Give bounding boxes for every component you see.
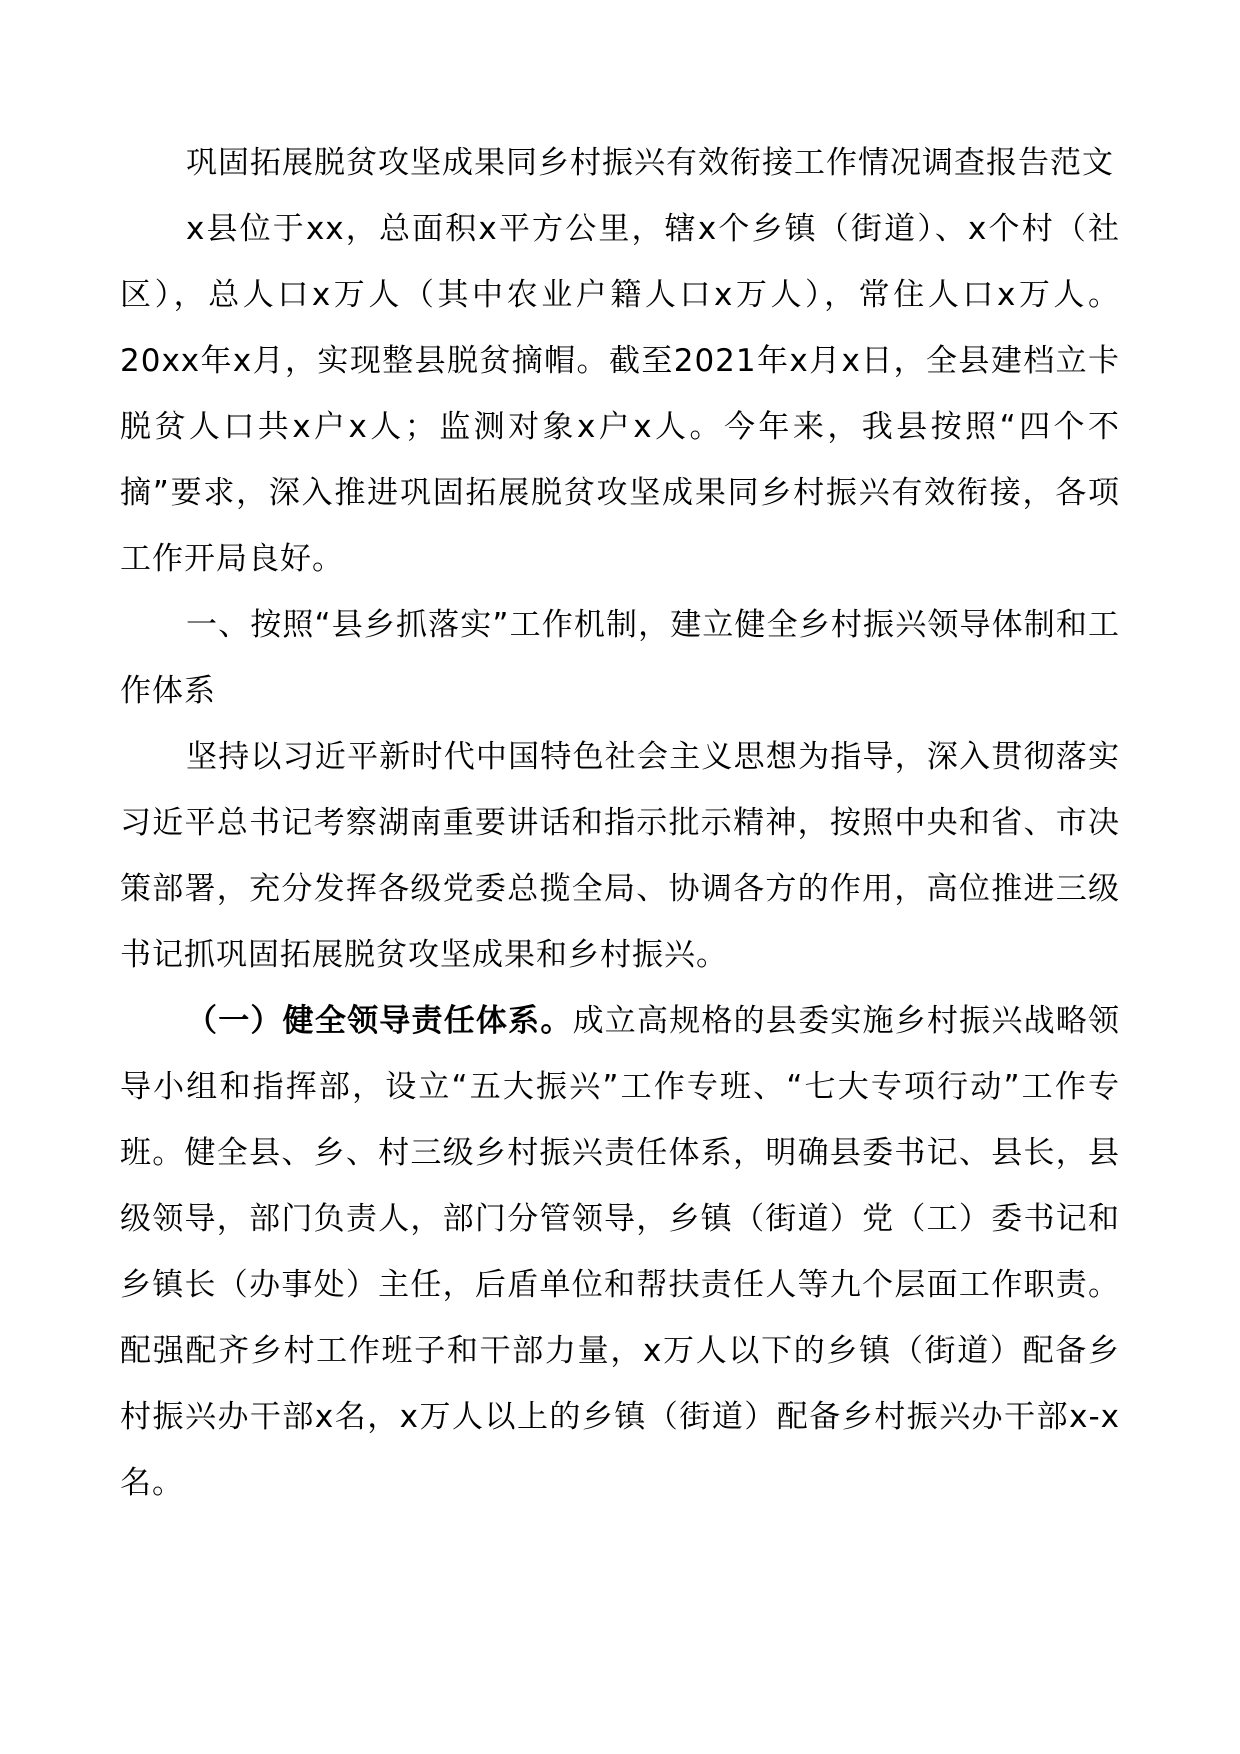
subsection-heading: （一）健全领导责任体系。	[186, 1003, 573, 1039]
paragraph-guidance: 坚持以习近平新时代中国特色社会主义思想为指导，深入贯彻落实习近平总书记考察湖南重要讲话和指示批示精神，按照中央和省、市决策部署，充分发挥各级党委总揽全局、协调各方的作用，高位推进三级书记抓巩固拓展脱贫攻坚成果和乡村振兴。	[120, 739, 1120, 973]
section-heading-one: 一、按照“县乡抓落实”工作机制，建立健全乡村振兴领导体制和工作体系	[120, 607, 1120, 709]
document-title: 巩固拓展脱贫攻坚成果同乡村振兴有效衔接工作情况调查报告范文	[186, 145, 1114, 181]
paragraph-overview: x县位于xx，总面积x平方公里，辖x个乡镇（街道）、x个村（社区），总人口x万人（其中农业户籍人口x万人），常住人口x万人。20xx年x月，实现整县脱贫摘帽。截至2021年x月x日，全县建档立卡脱贫人口共x户x人；监测对象x户x人。今年来，我县按照“四个不摘”要求，深入推进巩固拓展脱贫攻坚成果同乡村振兴有效衔接，各项工作开局良好。	[120, 211, 1120, 577]
document-page	[120, 130, 1120, 1516]
paragraph-leadership-system	[120, 988, 1120, 1516]
subsection-body: 成立高规格的县委实施乡村振兴战略领导小组和指挥部，设立“五大振兴”工作专班、“七大专项行动”工作专班。健全县、乡、村三级乡村振兴责任体系，明确县委书记、县长，县级领导，部门负责人，部门分管领导，乡镇（街道）党（工）委书记和乡镇长（办事处）主任，后盾单位和帮扶责任人等九个层面工作职责。配强配齐乡村工作班子和干部力量，x万人以下的乡镇（街道）配备乡村振兴办干部x名，x万人以上的乡镇（街道）配备乡村振兴办干部x-x名。	[120, 1003, 1121, 1501]
